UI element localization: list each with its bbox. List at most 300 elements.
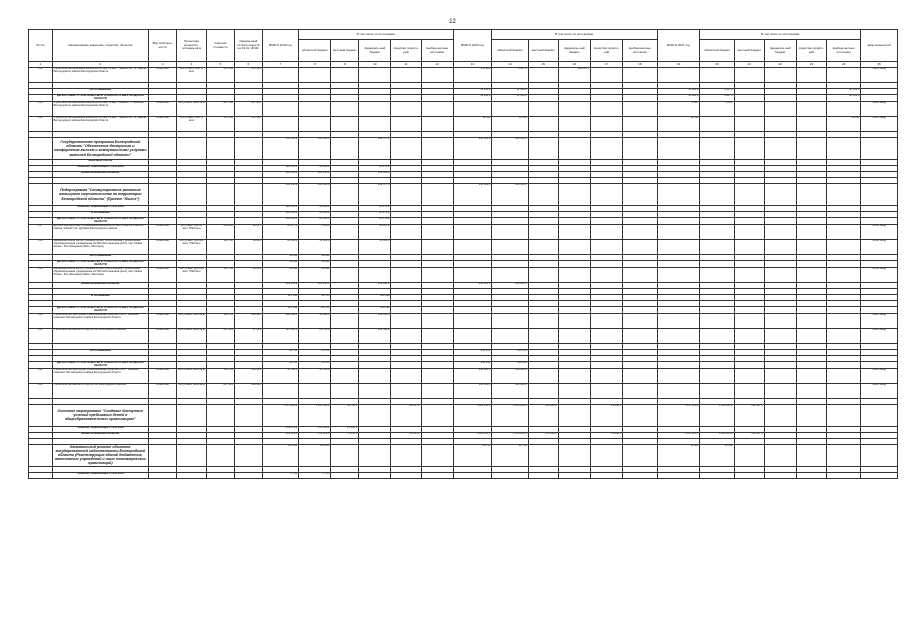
cell: 13 098,0 bbox=[590, 432, 622, 438]
cell bbox=[391, 444, 421, 466]
cell: 11 050,0 bbox=[492, 95, 528, 102]
cell: 158 000,0 bbox=[359, 313, 391, 328]
cell: 40 243,0 bbox=[299, 205, 331, 211]
cell bbox=[207, 95, 235, 102]
row-label: Строительство пристройки блока начальных классов к МОУ "Майская гимназия" Белгородского района Белгородской области bbox=[52, 313, 149, 328]
cell bbox=[796, 137, 826, 159]
cell bbox=[453, 328, 492, 343]
cell bbox=[453, 313, 492, 328]
cell bbox=[299, 68, 331, 83]
cell bbox=[234, 404, 262, 426]
cell bbox=[528, 116, 558, 131]
cell bbox=[734, 368, 764, 383]
cell bbox=[528, 368, 558, 383]
row-number: 163 bbox=[29, 383, 53, 398]
cell: 77 745 bbox=[262, 472, 298, 478]
row-number: 159 bbox=[29, 267, 53, 282]
cell bbox=[331, 95, 359, 102]
cell bbox=[421, 267, 453, 282]
cell bbox=[528, 383, 558, 398]
cell: 50 000 bbox=[700, 444, 734, 466]
cell bbox=[421, 101, 453, 116]
column-number: 10 bbox=[359, 62, 391, 68]
cell: 63 644 bbox=[234, 239, 262, 254]
cell bbox=[528, 313, 558, 328]
cell: 172 500 bbox=[207, 116, 235, 131]
cell bbox=[528, 217, 558, 224]
cell bbox=[391, 361, 421, 368]
cell bbox=[149, 306, 177, 313]
cell bbox=[764, 217, 796, 224]
cell: 130 030,0 bbox=[492, 368, 528, 383]
cell bbox=[734, 224, 764, 239]
row-label: Начальная школа на 200 учеников (кочм), обособленная с дошкольным образовательным учреждением на 200 воспитанников (кочс), мкр."Новая Жизнь", Юго-Западный район, г.Белгород bbox=[52, 267, 149, 282]
cell bbox=[826, 328, 860, 343]
cell bbox=[391, 68, 421, 83]
cell: 77 745 bbox=[299, 472, 331, 478]
cell: 100 уч.мест 3447,9 кв.м bbox=[177, 116, 207, 131]
cell: 18 930 bbox=[262, 254, 298, 260]
row-label: За Соглашением bbox=[52, 89, 149, 95]
cell bbox=[623, 404, 657, 426]
header-incl-2020: В том числе по источникам: bbox=[492, 30, 657, 40]
header-src-local: местный бюджет bbox=[331, 40, 359, 62]
cell: 101 481,0 bbox=[262, 217, 298, 224]
cell bbox=[492, 101, 528, 116]
cell bbox=[299, 95, 331, 102]
cell bbox=[177, 260, 207, 267]
cell bbox=[331, 239, 359, 254]
cell: 2021г. ввод bbox=[861, 68, 898, 83]
header-src-offbudget: внебюд-жетные источники bbox=[623, 40, 657, 62]
cell: 200 уч.мест 4843 кв.м bbox=[177, 101, 207, 116]
cell bbox=[177, 306, 207, 313]
cell: 338 677,3 bbox=[359, 183, 391, 205]
cell bbox=[826, 267, 860, 282]
row-label: Основное мероприятие "Создание доступных условий пребывания детей в общеобразовательных организациях" bbox=[52, 404, 149, 426]
table-row bbox=[29, 116, 898, 131]
cell bbox=[331, 101, 359, 116]
header-src-region: областной бюджет bbox=[299, 40, 331, 62]
cell: 80 178,0 bbox=[359, 211, 391, 217]
cell bbox=[331, 368, 359, 383]
table-row bbox=[29, 260, 898, 267]
cell: 63 014,0 bbox=[262, 239, 298, 254]
cell: 345 750 bbox=[207, 267, 235, 282]
cell bbox=[796, 224, 826, 239]
cell: 345 750 bbox=[207, 239, 235, 254]
cell bbox=[299, 383, 331, 398]
cell bbox=[177, 472, 207, 478]
cell: 11 050 bbox=[453, 116, 492, 131]
cell: 100 000,0 bbox=[492, 383, 528, 398]
cell bbox=[734, 101, 764, 116]
row-number: 161 bbox=[29, 328, 53, 343]
cell bbox=[700, 260, 734, 267]
cell bbox=[590, 306, 622, 313]
cell bbox=[796, 404, 826, 426]
column-number: 21 bbox=[734, 62, 764, 68]
cell bbox=[623, 183, 657, 205]
cell bbox=[453, 239, 492, 254]
cell bbox=[590, 239, 622, 254]
cell bbox=[700, 68, 734, 83]
cell: 172 500 bbox=[234, 68, 262, 83]
cell bbox=[262, 116, 298, 131]
cell bbox=[623, 267, 657, 282]
cell bbox=[528, 267, 558, 282]
cell bbox=[764, 368, 796, 383]
cell bbox=[700, 383, 734, 398]
cell: 68 715 bbox=[299, 306, 331, 313]
cell bbox=[558, 116, 590, 131]
cell bbox=[796, 444, 826, 466]
cell bbox=[262, 68, 298, 83]
cell bbox=[359, 361, 391, 368]
column-number: 12 bbox=[421, 62, 453, 68]
cell bbox=[331, 313, 359, 328]
cell bbox=[734, 217, 764, 224]
cell bbox=[861, 404, 898, 426]
cell bbox=[359, 368, 391, 383]
row-label: Подпрограмма "Стимулирование развития жилищного строительства на территории Белгородской области" (Проект "Жилье") bbox=[52, 183, 149, 205]
cell: областная bbox=[149, 68, 177, 83]
cell bbox=[558, 267, 590, 282]
cell bbox=[796, 217, 826, 224]
cell bbox=[700, 239, 734, 254]
cell: 1 037 064,0 bbox=[299, 404, 331, 426]
cell bbox=[421, 183, 453, 205]
cell bbox=[826, 260, 860, 267]
cell: 13 098,0 bbox=[590, 404, 622, 426]
cell: 11 050 bbox=[492, 116, 528, 131]
cell: 18 930 bbox=[299, 254, 331, 260]
cell bbox=[207, 260, 235, 267]
cell bbox=[234, 95, 262, 102]
row-label: Строительство начальной школы на 200 мест в мкр. "Новый-2" с. Майский Белгородского района Белгородской области bbox=[52, 101, 149, 116]
cell bbox=[700, 328, 734, 343]
cell: 28 750 bbox=[453, 444, 492, 466]
cell bbox=[558, 383, 590, 398]
column-number: 14 bbox=[492, 62, 528, 68]
cell: 122 415,0 bbox=[299, 171, 331, 177]
cell bbox=[149, 361, 177, 368]
cell: 383 914,9 bbox=[262, 282, 298, 288]
header-incl-2019: В том числе по источникам: bbox=[299, 30, 453, 40]
cell: 165 658,6 bbox=[299, 183, 331, 205]
row-number bbox=[29, 260, 53, 267]
cell bbox=[623, 260, 657, 267]
cell: 11 050,0 bbox=[453, 95, 492, 102]
cell: 130 030,0 bbox=[453, 368, 492, 383]
table-row bbox=[29, 472, 898, 478]
table-row bbox=[29, 368, 898, 383]
cell: 56 700 bbox=[299, 349, 331, 355]
cell: 7 660,3 bbox=[299, 224, 331, 239]
header-capacity: Проектная мощность, площадь кв.м bbox=[177, 30, 207, 62]
cell bbox=[391, 328, 421, 343]
cell bbox=[262, 383, 298, 398]
cell: 50 000 bbox=[657, 444, 700, 466]
row-label: Строительство начальной школы на 100 мест в мкр. "Таврово-10", в Таврово Белгородского района Белгородской области bbox=[52, 116, 149, 131]
table-row bbox=[29, 383, 898, 398]
cell: 327 314 bbox=[262, 294, 298, 300]
column-number: 7 bbox=[262, 62, 298, 68]
cell: 152 397,0 bbox=[734, 432, 764, 438]
cell bbox=[359, 101, 391, 116]
cell: областная bbox=[149, 313, 177, 328]
cell bbox=[177, 183, 207, 205]
cell bbox=[623, 217, 657, 224]
header-name: Наименование заказчика, отраслей, объектов bbox=[52, 30, 149, 62]
cell bbox=[359, 68, 391, 83]
cell bbox=[590, 472, 622, 478]
cell bbox=[764, 68, 796, 83]
cell bbox=[558, 313, 590, 328]
cell bbox=[359, 95, 391, 102]
cell bbox=[234, 306, 262, 313]
cell: 230 030 bbox=[492, 361, 528, 368]
row-number bbox=[29, 444, 53, 466]
cell bbox=[331, 183, 359, 205]
cell bbox=[826, 101, 860, 116]
row-label: ДЕПАРТАМЕНТ СТРОИТЕЛЬСТВА И ТРАНСПОРТА БЕЛГОРОДСКОЙ ОБЛАСТИ bbox=[52, 95, 149, 102]
cell bbox=[391, 137, 421, 159]
cell: областная bbox=[149, 328, 177, 343]
cell bbox=[796, 267, 826, 282]
cell bbox=[391, 472, 421, 478]
cell: 327 314 bbox=[262, 306, 298, 313]
cell: 18 930 bbox=[299, 267, 331, 282]
cell: 71 655,0 bbox=[331, 432, 359, 438]
cell: 38 333,0 bbox=[826, 95, 860, 102]
column-number: 24 bbox=[826, 62, 860, 68]
cell bbox=[764, 472, 796, 478]
cell bbox=[299, 101, 331, 116]
cell bbox=[590, 217, 622, 224]
header-src-region: областной бюджет bbox=[492, 40, 528, 62]
cell bbox=[528, 444, 558, 466]
cell: 230 030 bbox=[492, 349, 528, 355]
row-label: Вновь начинаемые объекты bbox=[52, 282, 149, 288]
cell bbox=[492, 306, 528, 313]
cell bbox=[734, 183, 764, 205]
cell bbox=[558, 260, 590, 267]
cell bbox=[734, 267, 764, 282]
cell bbox=[453, 101, 492, 116]
header-intro: ввод мощностей bbox=[861, 30, 898, 62]
cell: 101 481,0 bbox=[262, 211, 298, 217]
cell bbox=[734, 361, 764, 368]
cell bbox=[149, 404, 177, 426]
cell bbox=[528, 239, 558, 254]
row-label: Начальная школа на 200 учеников (кочм), обособленная с дошкольным образовательным учреждением на 200 воспитанников (кочс), мкр."Новая Жизнь", Юго-Западный район, г.Белгород bbox=[52, 239, 149, 254]
cell bbox=[492, 313, 528, 328]
cell: 227 000 bbox=[234, 101, 262, 116]
row-number: 158 bbox=[29, 239, 53, 254]
cell: 230 030 bbox=[453, 349, 492, 355]
cell bbox=[331, 116, 359, 131]
cell bbox=[331, 217, 359, 224]
cell: 11 050,0 bbox=[453, 89, 492, 95]
cell: 100 000,0 bbox=[453, 383, 492, 398]
cell: 1 124 213,0 bbox=[453, 404, 492, 426]
cell bbox=[764, 383, 796, 398]
cell bbox=[421, 137, 453, 159]
cell: 36 477,5 bbox=[262, 224, 298, 239]
cell bbox=[391, 267, 421, 282]
cell bbox=[796, 383, 826, 398]
cell bbox=[331, 224, 359, 239]
cell bbox=[359, 267, 391, 282]
cell: 38 333,0 bbox=[826, 89, 860, 95]
cell bbox=[590, 116, 622, 131]
cell: 1 175 802,0 bbox=[262, 404, 298, 426]
cell: 200 000 bbox=[234, 313, 262, 328]
cell bbox=[558, 306, 590, 313]
cell bbox=[657, 224, 700, 239]
cell bbox=[331, 472, 359, 478]
cell: 258 499,3 bbox=[359, 282, 391, 288]
cell bbox=[234, 444, 262, 466]
cell: 11 050,0 bbox=[492, 89, 528, 95]
cell: 108 665 bbox=[262, 444, 298, 466]
cell: 152 397,0 bbox=[734, 404, 764, 426]
cell: 2020г. ввод bbox=[861, 313, 898, 328]
cell bbox=[331, 444, 359, 466]
cell bbox=[826, 368, 860, 383]
cell bbox=[149, 137, 177, 159]
cell bbox=[234, 217, 262, 224]
cell bbox=[558, 101, 590, 116]
table-row bbox=[29, 137, 898, 159]
cell: 835 319,0 bbox=[262, 432, 298, 438]
row-number: 160 bbox=[29, 313, 53, 328]
row-number: 156 bbox=[29, 116, 53, 131]
cell bbox=[700, 472, 734, 478]
cell bbox=[826, 217, 860, 224]
cell bbox=[764, 313, 796, 328]
cell bbox=[331, 306, 359, 313]
cell: 51 361,0 bbox=[359, 239, 391, 254]
cell bbox=[177, 404, 207, 426]
header-ownership: Вид собствен-ности bbox=[149, 30, 177, 62]
cell bbox=[453, 217, 492, 224]
cell: 1 004 213,0 bbox=[492, 404, 528, 426]
row-label: Строительство начальной школы на 100 мест в мкр. "Таврово-10", в Таврово Белгородского района Белгородской области bbox=[52, 68, 149, 83]
cell: 200 000 bbox=[234, 383, 262, 398]
cell bbox=[391, 260, 421, 267]
cell bbox=[177, 95, 207, 102]
cell bbox=[623, 116, 657, 131]
header-total-2020: ВСЕГО 2020 год bbox=[453, 30, 492, 62]
cell bbox=[590, 260, 622, 267]
header-src-terr: средства террито-рий bbox=[391, 40, 421, 62]
cell bbox=[623, 95, 657, 102]
cell bbox=[657, 472, 700, 478]
header-incl-2021: В том числе по источникам: bbox=[700, 30, 861, 40]
cell bbox=[764, 306, 796, 313]
column-number: 13 bbox=[453, 62, 492, 68]
cell bbox=[234, 260, 262, 267]
row-label: Детский сад на 80 мест в начальном школом на 50 мест в мкр № 2 жилого района "Новый" пос. Дубовое Белгородского района bbox=[52, 224, 149, 239]
column-number: 19 bbox=[657, 62, 700, 68]
cell: 63 644 bbox=[234, 267, 262, 282]
row-number bbox=[29, 137, 53, 159]
cell bbox=[207, 444, 235, 466]
cell: 38 333 bbox=[657, 116, 700, 131]
cell: 56 700,0 bbox=[262, 368, 298, 383]
cell: 230 030,0 bbox=[492, 183, 528, 205]
cell bbox=[207, 137, 235, 159]
row-label: ДЕПАРТАМЕНТ СТРОИТЕЛЬСТВА И ТРАНСПОРТА БЕЛГОРОДСКОЙ ОБЛАСТИ bbox=[52, 260, 149, 267]
cell bbox=[207, 183, 235, 205]
cell: 150 уч.мест 4852 кв.м bbox=[177, 328, 207, 343]
cell bbox=[528, 472, 558, 478]
cell bbox=[657, 239, 700, 254]
table-row bbox=[29, 68, 898, 83]
cell bbox=[528, 68, 558, 83]
cell bbox=[657, 137, 700, 159]
cell: 27 314 bbox=[234, 328, 262, 343]
column-number: 17 bbox=[590, 62, 622, 68]
cell bbox=[623, 472, 657, 478]
cell: 6 667,0 bbox=[700, 95, 734, 102]
cell: 94 781,0 bbox=[331, 404, 359, 426]
cell bbox=[558, 328, 590, 343]
page-number: 12 bbox=[449, 19, 456, 25]
cell bbox=[623, 137, 657, 159]
cell bbox=[764, 328, 796, 343]
cell: 800 уч.мест 8481 кв.м bbox=[177, 368, 207, 383]
cell bbox=[421, 472, 453, 478]
column-number: 8 bbox=[299, 62, 331, 68]
cell bbox=[700, 267, 734, 282]
cell bbox=[234, 183, 262, 205]
cell bbox=[391, 383, 421, 398]
cell bbox=[421, 383, 453, 398]
cell: 172 500 bbox=[234, 116, 262, 131]
cell bbox=[764, 267, 796, 282]
row-label: ДЕПАРТАМЕНТ СТРОИТЕЛЬСТВА И ТРАНСПОРТА БЕЛГОРОДСКОЙ ОБЛАСТИ bbox=[52, 306, 149, 313]
cell bbox=[861, 137, 898, 159]
cell bbox=[492, 239, 528, 254]
cell: областная bbox=[149, 101, 177, 116]
cell bbox=[764, 239, 796, 254]
header-cost: Сметная стоимость bbox=[207, 30, 235, 62]
cell: 230 030,0 bbox=[453, 282, 492, 288]
cell: 165 658,6 bbox=[299, 137, 331, 159]
cell: 394 739 bbox=[207, 313, 235, 328]
cell bbox=[734, 313, 764, 328]
cell bbox=[492, 260, 528, 267]
cell bbox=[796, 68, 826, 83]
cell bbox=[331, 361, 359, 368]
cell bbox=[623, 383, 657, 398]
cell bbox=[861, 472, 898, 478]
cell bbox=[796, 260, 826, 267]
cell bbox=[700, 313, 734, 328]
cell bbox=[734, 116, 764, 131]
cell bbox=[492, 328, 528, 343]
cell: 504 335,9 bbox=[262, 183, 298, 205]
cell bbox=[796, 101, 826, 116]
cell: 21 313,0 bbox=[299, 211, 331, 217]
cell: 106 902,0 bbox=[528, 404, 558, 426]
cell bbox=[764, 183, 796, 205]
row-number: 162 bbox=[29, 368, 53, 383]
column-number: 15 bbox=[528, 62, 558, 68]
